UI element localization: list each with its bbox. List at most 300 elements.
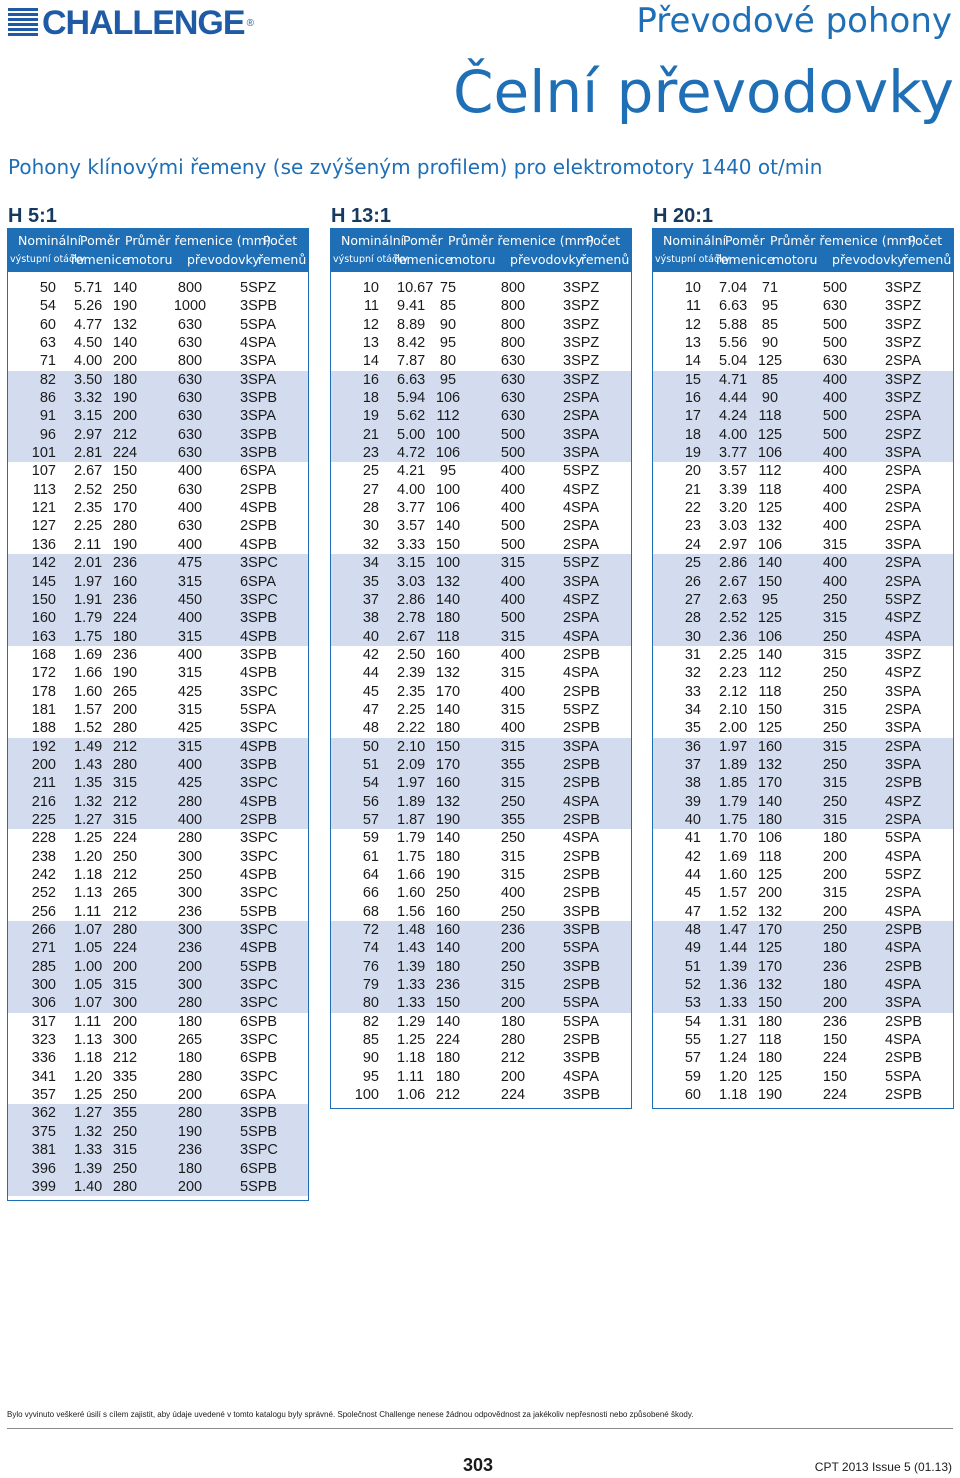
table-cell: 48 (362, 720, 379, 737)
table-cell: 140 (757, 646, 783, 663)
table-cell: 2SPA (563, 536, 600, 553)
table-cell: 400 (177, 536, 203, 553)
table-cell: 10.67 (397, 280, 434, 296)
column-header-ratio-bottom: řemenice (71, 252, 130, 267)
table-cell: 315 (822, 775, 848, 792)
table-cell: 2SPB (885, 922, 923, 939)
table-row (331, 848, 631, 866)
table-row (653, 609, 953, 627)
table-cell: 54 (39, 298, 56, 315)
table-cell: 25 (362, 463, 379, 480)
column-header-nominal-bottom: výstupní otáčky (10, 254, 86, 265)
table-row (331, 499, 631, 517)
table-cell: 49 (684, 940, 701, 957)
table-cell: 3SPZ (885, 316, 922, 333)
table-cell: 45 (362, 683, 379, 700)
table-cell: 315 (822, 701, 848, 718)
table-cell: 265 (112, 885, 138, 902)
column-header-ratio-top: Poměr (80, 233, 120, 248)
table-row (653, 444, 953, 462)
table-cell: 1.33 (719, 995, 748, 1012)
table-cell: 400 (822, 481, 848, 498)
table-cell: 1.97 (397, 775, 426, 792)
table-cell: 16 (362, 371, 379, 388)
table-cell: 500 (822, 335, 848, 352)
table-cell: 2.86 (719, 555, 748, 572)
table-cell: 396 (31, 1160, 56, 1177)
table-cell: 315 (500, 665, 526, 682)
table-cell: 23 (362, 445, 379, 462)
table-row (653, 994, 953, 1012)
table-cell: 4.00 (719, 426, 748, 443)
table-cell: 400 (822, 463, 848, 480)
table-cell: 2SPA (563, 408, 600, 425)
table-row (331, 738, 631, 756)
table-row (653, 774, 953, 792)
table-cell: 27 (362, 481, 379, 498)
table-row (653, 591, 953, 609)
table-cell: 51 (362, 756, 379, 773)
table-cell: 140 (435, 591, 461, 608)
table-cell: 212 (500, 1050, 526, 1067)
table-row (331, 683, 631, 701)
table-cell: 500 (500, 536, 526, 553)
table-cell: 4SPB (240, 536, 278, 553)
table-cell: 150 (757, 995, 783, 1012)
table-cell: 1.47 (719, 922, 748, 939)
table-cell: 190 (112, 390, 138, 407)
table-cell: 4SPZ (563, 591, 600, 608)
table-row (331, 829, 631, 847)
table-cell: 630 (177, 408, 203, 425)
table-cell: 212 (112, 903, 138, 920)
table-cell: 280 (177, 1105, 203, 1122)
table-row (331, 573, 631, 591)
table-row (331, 444, 631, 462)
column-header-count-bottom: řemenů (258, 252, 307, 267)
table-row (8, 701, 308, 719)
table-cell: 38 (684, 775, 701, 792)
table-row (8, 994, 308, 1012)
table-cell: 2.22 (397, 720, 426, 737)
table-cell: 1.39 (397, 958, 426, 975)
table-cell: 280 (112, 756, 138, 773)
table-cell: 100 (435, 555, 461, 572)
table-row (653, 701, 953, 719)
table-cell: 1.33 (397, 977, 426, 994)
table-cell: 200 (822, 903, 848, 920)
table-cell: 85 (362, 1032, 379, 1049)
table-cell: 113 (32, 481, 56, 498)
table-row (8, 738, 308, 756)
table-cell: 71 (761, 280, 779, 296)
table-cell: 68 (362, 903, 379, 920)
table-cell: 2SPB (563, 775, 601, 792)
table-cell: 41 (684, 830, 701, 847)
table-cell: 3.33 (397, 536, 426, 553)
table-title: H 20:1 (653, 205, 714, 227)
table-cell: 178 (31, 683, 56, 700)
table-cell: 400 (822, 371, 848, 388)
table-cell: 150 (822, 1068, 848, 1085)
table-row (653, 334, 953, 352)
table-cell: 1.36 (719, 977, 748, 994)
table-cell: 238 (31, 848, 56, 865)
table-row (331, 426, 631, 444)
table-row (8, 976, 308, 994)
table-row (653, 316, 953, 334)
table-cell: 2.12 (719, 683, 748, 700)
table-row (8, 756, 308, 774)
table-cell: 2SPA (885, 463, 922, 480)
table-cell: 200 (177, 1087, 203, 1104)
table-cell: 9.41 (397, 298, 426, 315)
table-cell: 212 (112, 867, 138, 883)
table-cell: 80 (362, 995, 379, 1012)
table-cell: 150 (435, 995, 461, 1012)
table-cell: 400 (177, 811, 203, 828)
table-cell: 23 (684, 518, 701, 535)
table-cell: 3SPB (240, 390, 278, 407)
table-cell: 75 (439, 280, 457, 296)
table-cell: 800 (500, 335, 526, 352)
table-cell: 400 (500, 500, 526, 517)
table-cell: 1.75 (397, 848, 426, 865)
table-cell: 190 (112, 536, 138, 553)
table-row (653, 646, 953, 664)
table-cell: 5SPA (240, 316, 277, 333)
table-cell: 150 (822, 1032, 848, 1049)
table-row (8, 279, 308, 297)
table-cell: 160 (435, 922, 461, 939)
column-header-ratio-bottom: řemenice (394, 252, 453, 267)
table-cell: 3SPA (240, 371, 277, 388)
table-cell: 47 (362, 701, 379, 718)
table-row (8, 1141, 308, 1159)
table-row (653, 1068, 953, 1086)
table-cell: 200 (822, 995, 848, 1012)
table-cell: 3SPB (240, 1105, 278, 1122)
table-cell: 300 (177, 977, 203, 994)
table-cell: 2.25 (397, 701, 426, 718)
table-cell: 3SPB (563, 1087, 601, 1104)
table-cell: 125 (757, 426, 783, 443)
table-cell: 6SPA (240, 573, 277, 590)
table-cell: 212 (112, 793, 138, 810)
table-cell: 400 (822, 518, 848, 535)
table-cell: 2SPB (563, 977, 601, 994)
table-row (653, 407, 953, 425)
table-cell: 3.03 (719, 518, 748, 535)
table-cell: 1.32 (74, 793, 103, 810)
table-cell: 3SPA (885, 995, 922, 1012)
table-row (331, 297, 631, 315)
table-cell: 118 (758, 683, 782, 700)
table-cell: 5SPB (240, 958, 278, 975)
table-cell: 127 (31, 518, 56, 535)
table-cell: 3SPC (240, 830, 278, 847)
table-cell: 5SPA (563, 1013, 600, 1030)
table-cell: 200 (177, 1178, 203, 1195)
table-cell: 315 (822, 811, 848, 828)
table-cell: 90 (439, 316, 457, 333)
table-cell: 375 (31, 1123, 56, 1140)
table-cell: 323 (31, 1032, 56, 1049)
table-cell: 271 (31, 940, 56, 957)
table-cell: 3SPC (240, 775, 278, 792)
table-cell: 216 (31, 793, 56, 810)
table-cell: 2.25 (74, 518, 103, 535)
table-row (653, 1013, 953, 1031)
table-cell: 5.94 (397, 390, 426, 407)
table-cell: 2SPB (563, 1032, 601, 1049)
table-cell: 4.00 (397, 481, 426, 498)
column-header-nominal-bottom: výstupní otáčky (655, 254, 731, 265)
table-cell: 225 (31, 811, 56, 828)
table-cell: 280 (177, 830, 203, 847)
table-cell: 315 (500, 555, 526, 572)
table-cell: 1.05 (74, 940, 103, 957)
table-row (653, 921, 953, 939)
table-cell: 1.20 (74, 1068, 103, 1085)
table-cell: 5SPB (240, 1123, 278, 1140)
table-cell: 425 (177, 720, 203, 737)
table-cell: 3SPC (240, 1068, 278, 1085)
table-cell: 5SPA (563, 995, 600, 1012)
table-cell: 280 (177, 995, 203, 1012)
table-cell: 32 (362, 536, 379, 553)
table-cell: 21 (684, 481, 701, 498)
table-cell: 3SPC (240, 1142, 278, 1159)
table-cell: 4SPZ (563, 481, 600, 498)
table-row (653, 481, 953, 499)
table-cell: 150 (757, 701, 783, 718)
table-row (8, 297, 308, 315)
table-cell: 180 (435, 1050, 461, 1067)
table-cell: 132 (757, 756, 783, 773)
column-header-motor: motoru (772, 252, 818, 267)
table-cell: 180 (822, 977, 848, 994)
table-body (7, 272, 309, 1201)
table-cell: 250 (822, 683, 848, 700)
table-header (652, 228, 954, 272)
table-cell: 170 (757, 958, 783, 975)
table-cell: 180 (435, 720, 461, 737)
table-cell: 2SPA (885, 701, 922, 718)
table-cell: 1.18 (397, 1050, 426, 1067)
table-cell: 5SPA (885, 830, 922, 847)
table-cell: 125 (757, 867, 783, 883)
table-cell: 4.71 (719, 371, 748, 388)
table-cell: 1.35 (74, 775, 103, 792)
table-cell: 160 (31, 610, 56, 627)
table-cell: 315 (112, 775, 138, 792)
table-cell: 250 (500, 958, 526, 975)
table-cell: 2.35 (74, 500, 103, 517)
table-cell: 315 (177, 628, 203, 645)
table-cell: 132 (757, 903, 783, 920)
table-cell: 3SPB (240, 298, 278, 315)
table-cell: 47 (684, 903, 701, 920)
table-cell: 200 (500, 1068, 526, 1085)
table-cell: 55 (684, 1032, 701, 1049)
table-cell: 2.63 (719, 591, 748, 608)
table-cell: 2.09 (397, 756, 426, 773)
table-cell: 3SPB (563, 922, 601, 939)
table-cell: 18 (684, 426, 701, 443)
table-cell: 200 (31, 756, 56, 773)
table-cell: 1.60 (74, 683, 103, 700)
table-row (653, 297, 953, 315)
table-cell: 224 (112, 940, 138, 957)
table-cell: 106 (757, 628, 783, 645)
table-cell: 106 (435, 500, 461, 517)
table-cell: 266 (31, 922, 56, 939)
table-cell: 212 (112, 738, 138, 755)
table-row (8, 866, 308, 884)
table-cell: 1.25 (397, 1032, 426, 1049)
logo-stripes-icon (8, 8, 38, 38)
table-row (331, 646, 631, 664)
table-cell: 100 (435, 481, 461, 498)
table-cell: 2.36 (719, 628, 748, 645)
table-cell: 6SPB (240, 1050, 278, 1067)
table-cell: 500 (500, 426, 526, 443)
table-cell: 140 (757, 793, 783, 810)
table-cell: 132 (435, 573, 461, 590)
table-row (8, 719, 308, 737)
table-cell: 3SPA (885, 683, 922, 700)
table-cell: 280 (177, 793, 203, 810)
table-cell: 96 (39, 426, 56, 443)
table-cell: 1.05 (74, 977, 103, 994)
table-cell: 2SPB (563, 646, 601, 663)
table-cell: 4SPA (563, 665, 600, 682)
table-row (8, 958, 308, 976)
table-cell: 35 (362, 573, 379, 590)
table-cell: 180 (435, 610, 461, 627)
table-cell: 236 (177, 903, 203, 920)
table-cell: 500 (822, 426, 848, 443)
table-cell: 85 (439, 298, 457, 315)
table-cell: 180 (435, 1068, 461, 1085)
table-cell: 236 (112, 646, 138, 663)
table-cell: 315 (500, 628, 526, 645)
table-cell: 51 (684, 958, 701, 975)
table-cell: 400 (500, 646, 526, 663)
table-cell: 20 (684, 463, 701, 480)
table-cell: 250 (112, 1087, 138, 1104)
table-row (653, 756, 953, 774)
table-cell: 19 (362, 408, 379, 425)
table-cell: 200 (757, 885, 783, 902)
table-cell: 236 (112, 591, 138, 608)
table-cell: 300 (177, 922, 203, 939)
table-cell: 136 (31, 536, 56, 553)
table-cell: 90 (761, 335, 779, 352)
table-cell: 315 (822, 738, 848, 755)
table-row (331, 939, 631, 957)
table-row (331, 554, 631, 572)
table-cell: 1.00 (74, 958, 103, 975)
table-cell: 48 (684, 922, 701, 939)
table-cell: 4.21 (397, 463, 426, 480)
table-cell: 107 (31, 463, 56, 480)
table-cell: 3SPC (240, 1032, 278, 1049)
table-row (331, 389, 631, 407)
table-cell: 1.57 (74, 701, 103, 718)
table-cell: 180 (757, 1050, 783, 1067)
table-cell: 250 (822, 793, 848, 810)
table-row (331, 719, 631, 737)
table-row (653, 683, 953, 701)
table-cell: 1.66 (397, 867, 426, 883)
table-cell: 3SPZ (563, 298, 600, 315)
table-row (8, 848, 308, 866)
table-cell: 42 (362, 646, 379, 663)
table-cell: 3.15 (74, 408, 103, 425)
table-cell: 317 (31, 1013, 56, 1030)
table-cell: 33 (684, 683, 701, 700)
table-cell: 10 (684, 280, 701, 296)
table-cell: 5.88 (719, 316, 748, 333)
table-cell: 150 (435, 536, 461, 553)
table-cell: 1.97 (719, 738, 748, 755)
table-row (653, 279, 953, 297)
table-cell: 4SPA (240, 335, 277, 352)
table-cell: 112 (758, 463, 782, 480)
table-cell: 200 (112, 408, 138, 425)
table-row (653, 536, 953, 554)
table-cell: 630 (177, 371, 203, 388)
table-cell: 630 (500, 408, 526, 425)
table-cell: 5.04 (719, 353, 748, 370)
table-cell: 800 (177, 353, 203, 370)
table-cell: 118 (758, 1032, 782, 1049)
table-cell: 4SPZ (885, 793, 922, 810)
table-row (8, 334, 308, 352)
table-cell: 1.52 (74, 720, 103, 737)
table-cell: 2SPB (563, 811, 601, 828)
table-cell: 2.97 (74, 426, 103, 443)
table-cell: 250 (177, 867, 203, 883)
table-cell: 60 (39, 316, 56, 333)
table-row (331, 811, 631, 829)
table-cell: 200 (177, 958, 203, 975)
table-cell: 800 (500, 316, 526, 333)
table-cell: 106 (435, 390, 461, 407)
table-cell: 250 (112, 481, 138, 498)
table-row (8, 407, 308, 425)
table-row (8, 811, 308, 829)
table-cell: 3SPC (240, 977, 278, 994)
table-cell: 2SPB (240, 811, 278, 828)
table-cell: 71 (39, 353, 56, 370)
table-cell: 4.24 (719, 408, 748, 425)
table-cell: 212 (112, 1050, 138, 1067)
table-cell: 236 (822, 958, 848, 975)
table-cell: 1.85 (719, 775, 748, 792)
table-cell: 12 (684, 316, 701, 333)
table-cell: 236 (177, 1142, 203, 1159)
table-cell: 170 (757, 922, 783, 939)
table-row (331, 481, 631, 499)
table-cell: 2.67 (74, 463, 103, 480)
table-row (8, 1160, 308, 1178)
table-cell: 5SPZ (563, 555, 600, 572)
table-section-h5 (7, 204, 309, 1201)
table-cell: 250 (822, 922, 848, 939)
